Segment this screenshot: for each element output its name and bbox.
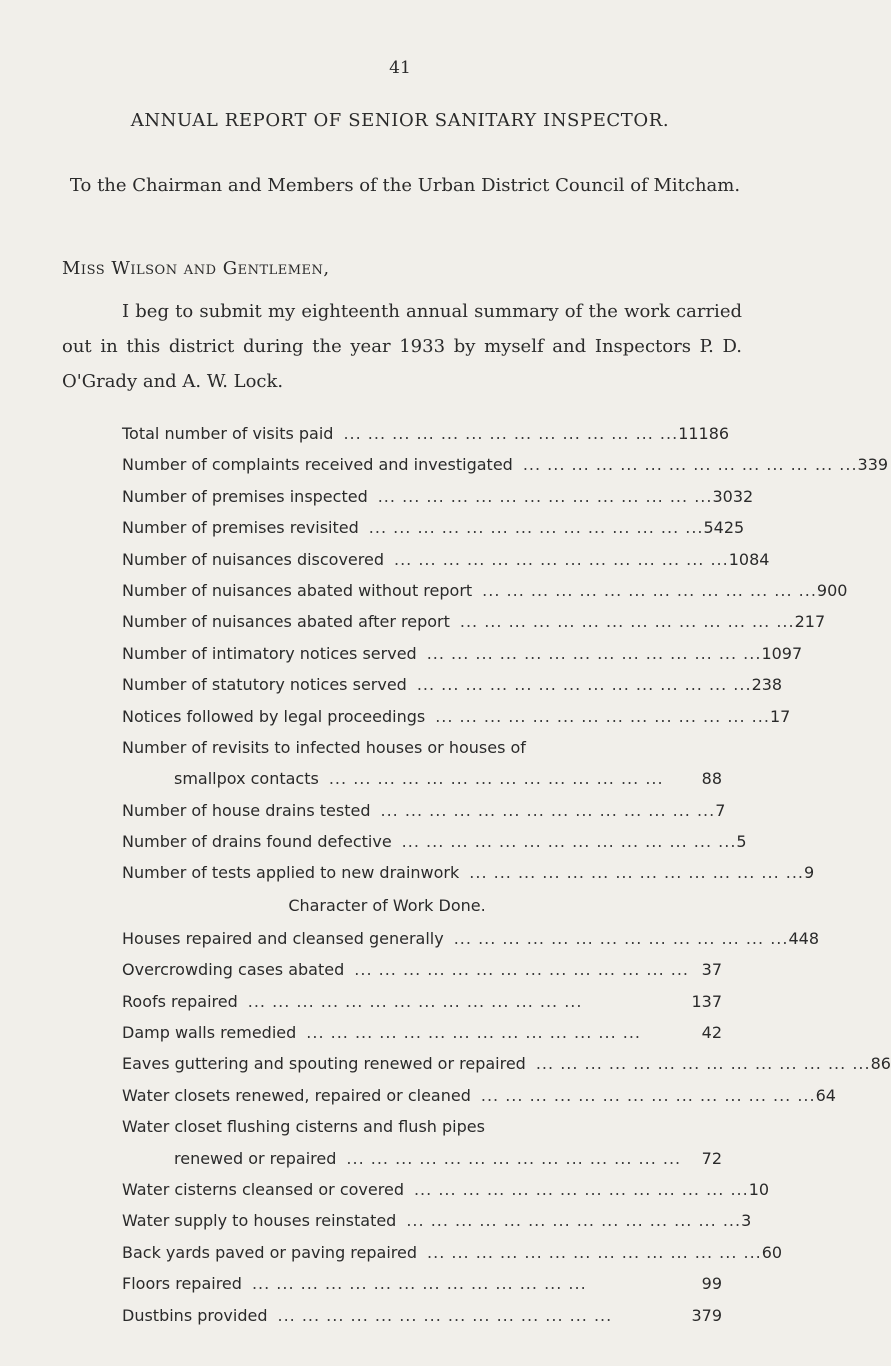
stat-row (122, 986, 722, 1017)
stat-value: 1084 (728, 549, 770, 569)
stat-row (122, 669, 783, 700)
stat-row (122, 857, 815, 888)
leader-dots: ... ... ... ... ... ... ... ... ... ... ... ... ... ... (435, 706, 770, 726)
leader-dots: ... ... ... ... ... ... ... ... ... ... ... ... ... ... (251, 1274, 587, 1294)
stat-value: 3032 (712, 486, 754, 506)
leader-dots: ... ... ... ... ... ... ... ... ... ... ... ... ... ... (354, 960, 689, 980)
leader-dots: ... ... ... ... ... ... ... ... ... ... ... ... ... ... (535, 1054, 871, 1074)
stat-label: Number of drains found defective (122, 832, 392, 852)
stat-label: Roofs repaired (122, 991, 238, 1011)
address-line: To the Chairman and Members of the Urban District Council of Mitcham. (69, 175, 741, 196)
leader-dots: ... ... ... ... ... ... ... ... ... ... ... ... ... ... (453, 928, 789, 948)
stat-label: Number of statutory notices served (122, 675, 407, 695)
stat-label: Number of intimatory notices served (122, 643, 417, 663)
leader-dots: ... ... ... ... ... ... ... ... ... ... ... ... ... ... (328, 769, 664, 789)
stat-label: Number of nuisances abated without report (122, 580, 473, 600)
stat-value: 17 (769, 706, 791, 726)
stat-value: 379 (691, 1305, 722, 1325)
report-heading: ANNUAL REPORT OF SENIOR SANITARY INSPECTOR. (130, 110, 670, 131)
stat-row (122, 512, 745, 543)
stat-value: 5425 (703, 518, 745, 538)
section-subheading: Character of Work Done. (288, 895, 486, 915)
stat-value: 9 (804, 863, 815, 883)
stat-label: Notices followed by legal proceedings (122, 706, 426, 726)
stat-label: Water supply to houses reinstated (122, 1211, 397, 1231)
stat-row (122, 1300, 722, 1331)
work-rows-b (122, 1174, 783, 1331)
stat-row (122, 1268, 722, 1299)
stat-label: Back yards paved or paving repaired (122, 1242, 418, 1262)
stat-row (122, 1205, 752, 1236)
leader-dots: ... ... ... ... ... ... ... ... ... ... ... ... ... ... (277, 1305, 613, 1325)
stat-value: 448 (788, 928, 819, 948)
stat-row (122, 795, 726, 826)
stat-label: Total number of visits paid (122, 424, 334, 443)
stat-label-line2: renewed or repaired (174, 1148, 337, 1168)
stat-label: Number of premises inspected (122, 486, 368, 506)
work-rows-a (122, 923, 891, 1111)
stat-value: 72 (701, 1148, 722, 1168)
stat-row (122, 575, 848, 606)
stat-label: Number of house drains tested (122, 800, 371, 820)
stat-value: 11186 (678, 424, 730, 443)
leader-dots: ... ... ... ... ... ... ... ... ... ... ... ... ... ... (413, 1179, 749, 1199)
leader-dots: ... ... ... ... ... ... ... ... ... ... ... ... ... ... (426, 643, 762, 663)
stat-label: Number of complaints received and investigated (122, 455, 513, 475)
stat-row (122, 1237, 783, 1268)
stat-row (122, 481, 754, 512)
leader-dots: ... ... ... ... ... ... ... ... ... ... ... ... ... ... (522, 455, 858, 475)
stat-row (122, 826, 747, 857)
leader-dots: ... ... ... ... ... ... ... ... ... ... ... ... ... ... (469, 863, 804, 883)
general-rows (122, 418, 889, 732)
drain-rows (122, 795, 815, 889)
stat-label-line1: Water closet flushing cisterns and flush pipes (122, 1117, 485, 1137)
stat-label-line1: Number of revisits to infected houses or houses of (122, 737, 526, 757)
stat-label: Number of nuisances abated after report (122, 612, 450, 632)
leader-dots: ... ... ... ... ... ... ... ... ... ... ... ... ... ... (482, 580, 817, 600)
stat-label: Number of premises revisited (122, 518, 359, 538)
stat-row (122, 418, 730, 449)
stat-value: 42 (701, 1023, 722, 1043)
leader-dots: ... ... ... ... ... ... ... ... ... ... ... ... ... ... (343, 424, 679, 443)
stat-label-line2: smallpox contacts (174, 769, 319, 789)
stat-label: Dustbins provided (122, 1305, 268, 1325)
stat-row (122, 1017, 722, 1048)
stat-value: 99 (701, 1274, 722, 1294)
stat-value: 238 (751, 675, 783, 695)
stat-value: 10 (748, 1179, 770, 1199)
stat-label: Damp walls remedied (122, 1023, 297, 1043)
stat-label: Number of nuisances discovered (122, 549, 384, 569)
leader-dots: ... ... ... ... ... ... ... ... ... ... ... ... ... ... (401, 832, 737, 852)
statistics-table (122, 418, 891, 1331)
stat-row (122, 954, 722, 985)
leader-dots: ... ... ... ... ... ... ... ... ... ... ... ... ... ... (346, 1148, 682, 1168)
stat-row (122, 701, 791, 732)
leader-dots: ... ... ... ... ... ... ... ... ... ... ... ... ... ... (377, 486, 713, 506)
stat-value: 3 (741, 1211, 752, 1231)
stat-row (122, 1080, 836, 1111)
stat-label: Number of tests applied to new drainwork (122, 863, 460, 883)
stat-label: Floors repaired (122, 1274, 242, 1294)
intro-paragraph: I beg to submit my eighteenth annual summary of the work carried out in this district during the year 1933 by myself and Inspectors P. D. O'Grady and A. W. Lock. (62, 301, 742, 392)
stat-row (122, 606, 826, 637)
stat-row-revisits (122, 732, 722, 795)
leader-dots: ... ... ... ... ... ... ... ... ... ... ... ... ... ... (459, 612, 795, 632)
stat-row (122, 1174, 770, 1205)
stat-value: 37 (701, 960, 722, 980)
stat-value: 1097 (761, 643, 803, 663)
stat-row (122, 1048, 891, 1079)
stat-row (122, 923, 819, 954)
stat-value: 64 (815, 1085, 836, 1105)
leader-dots: ... ... ... ... ... ... ... ... ... ... ... ... ... ... (368, 518, 704, 538)
stat-value: 900 (816, 580, 848, 600)
stat-value: 339 (857, 455, 889, 475)
leader-dots: ... ... ... ... ... ... ... ... ... ... ... ... ... ... (427, 1242, 762, 1262)
stat-value: 5 (736, 832, 747, 852)
page-number: 41 (389, 58, 411, 78)
stat-value: 137 (691, 991, 722, 1011)
leader-dots: ... ... ... ... ... ... ... ... ... ... ... ... ... ... (406, 1211, 742, 1231)
stat-value: 217 (794, 612, 826, 632)
stat-value: 88 (701, 769, 722, 789)
leader-dots: ... ... ... ... ... ... ... ... ... ... ... ... ... ... (416, 675, 752, 695)
stat-value: 60 (761, 1242, 783, 1262)
stat-label: Water closets renewed, repaired or cleaned (122, 1085, 471, 1105)
stat-label: Water cisterns cleansed or covered (122, 1179, 404, 1199)
salutation: Miss Wilson and Gentlemen, (62, 258, 330, 279)
stat-row (122, 544, 770, 575)
stat-label: Houses repaired and cleansed generally (122, 928, 444, 948)
leader-dots: ... ... ... ... ... ... ... ... ... ... ... ... ... ... (394, 549, 729, 569)
leader-dots: ... ... ... ... ... ... ... ... ... ... ... ... ... ... (380, 800, 716, 820)
stat-label: Eaves guttering and spouting renewed or repaired (122, 1054, 526, 1074)
leader-dots: ... ... ... ... ... ... ... ... ... ... ... ... ... ... (247, 991, 583, 1011)
stat-row-flushing (122, 1111, 722, 1174)
stat-value: 86 (870, 1054, 891, 1074)
leader-dots: ... ... ... ... ... ... ... ... ... ... ... ... ... ... (306, 1023, 641, 1043)
stat-row (122, 638, 803, 669)
stat-value: 7 (715, 800, 726, 820)
stat-row (122, 449, 889, 480)
leader-dots: ... ... ... ... ... ... ... ... ... ... ... ... ... ... (480, 1085, 816, 1105)
stat-label: Overcrowding cases abated (122, 960, 345, 980)
